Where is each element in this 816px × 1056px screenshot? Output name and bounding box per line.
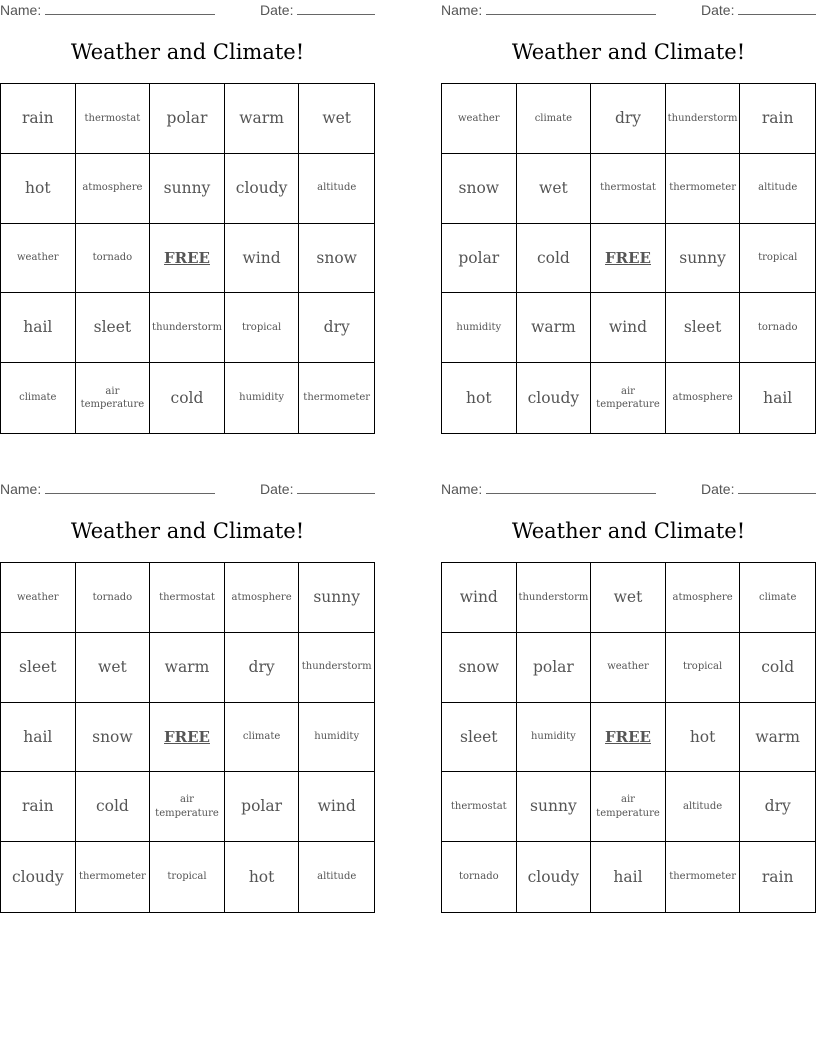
- bingo-cell[interactable]: tornado: [740, 293, 815, 363]
- date-label: Date:: [701, 481, 735, 497]
- bingo-cell[interactable]: thermostat: [150, 563, 225, 633]
- bingo-cell[interactable]: altitude: [740, 154, 815, 224]
- bingo-cell[interactable]: climate: [740, 563, 815, 633]
- bingo-grid: [0, 83, 375, 434]
- bingo-cell[interactable]: wind: [225, 224, 300, 294]
- bingo-cell[interactable]: tornado: [442, 842, 517, 912]
- bingo-cell[interactable]: snow: [442, 633, 517, 703]
- card-title: Weather and Climate!: [70, 519, 305, 543]
- bingo-cell[interactable]: sleet: [76, 293, 151, 363]
- bingo-cell[interactable]: thermometer: [76, 842, 151, 912]
- bingo-cell[interactable]: weather: [1, 224, 76, 294]
- bingo-cell[interactable]: wet: [517, 154, 592, 224]
- date-blank-line: [297, 481, 375, 494]
- card-header: [0, 2, 375, 20]
- free-space-cell[interactable]: FREE: [150, 703, 225, 773]
- bingo-cell[interactable]: atmosphere: [666, 563, 741, 633]
- bingo-cell[interactable]: thermometer: [666, 154, 741, 224]
- bingo-cell[interactable]: polar: [517, 633, 592, 703]
- bingo-cell[interactable]: warm: [740, 703, 815, 773]
- bingo-cell[interactable]: cold: [150, 363, 225, 433]
- bingo-cell[interactable]: thermometer: [303, 392, 371, 404]
- name-blank-line: [45, 481, 215, 494]
- bingo-cell[interactable]: atmosphere: [666, 363, 741, 433]
- free-space-cell[interactable]: FREE: [591, 703, 666, 773]
- bingo-cell[interactable]: wind: [591, 293, 666, 363]
- bingo-cell[interactable]: dry: [225, 633, 300, 703]
- bingo-cell[interactable]: humidity: [517, 703, 592, 773]
- name-label: Name:: [0, 2, 42, 18]
- date-label: Date:: [260, 2, 294, 18]
- bingo-cell[interactable]: altitude: [299, 154, 374, 224]
- bingo-cell[interactable]: air temperature: [591, 772, 666, 842]
- date-blank-line: [738, 481, 816, 494]
- bingo-cell[interactable]: thermometer: [666, 842, 741, 912]
- name-field[interactable]: [441, 481, 656, 497]
- date-label: Date:: [701, 2, 735, 18]
- bingo-cell[interactable]: thunderstorm: [517, 563, 592, 633]
- bingo-cell[interactable]: thunderstorm: [299, 633, 374, 703]
- bingo-cell[interactable]: warm: [150, 633, 225, 703]
- bingo-cell[interactable]: warm: [517, 293, 592, 363]
- bingo-cell[interactable]: dry: [299, 293, 374, 363]
- bingo-cell[interactable]: tornado: [76, 563, 151, 633]
- bingo-cell[interactable]: humidity: [442, 293, 517, 363]
- bingo-grid: [0, 562, 375, 913]
- date-field[interactable]: [260, 481, 375, 497]
- bingo-cell[interactable]: sunny: [150, 154, 225, 224]
- bingo-cell[interactable]: cloudy: [1, 842, 76, 912]
- bingo-cell[interactable]: polar: [150, 84, 225, 154]
- bingo-cell[interactable]: cloudy: [517, 363, 592, 433]
- bingo-cell[interactable]: hail: [763, 388, 793, 407]
- name-label: Name:: [441, 2, 483, 18]
- bingo-card-3: [0, 479, 375, 919]
- bingo-cell[interactable]: rain: [1, 84, 76, 154]
- bingo-cell[interactable]: hot: [1, 154, 76, 224]
- bingo-cell[interactable]: climate: [1, 363, 76, 433]
- name-blank-line: [486, 2, 656, 15]
- bingo-cell[interactable]: tropical: [740, 224, 815, 294]
- bingo-cell[interactable]: sleet: [1, 633, 76, 703]
- bingo-cell[interactable]: thunderstorm: [666, 84, 741, 154]
- bingo-cell[interactable]: wind: [299, 772, 374, 842]
- bingo-cell[interactable]: polar: [225, 772, 300, 842]
- bingo-cell[interactable]: humidity: [225, 363, 300, 433]
- bingo-cell[interactable]: thermostat: [76, 84, 151, 154]
- bingo-cell[interactable]: tropical: [150, 842, 225, 912]
- bingo-cell[interactable]: dry: [740, 772, 815, 842]
- bingo-grid: [441, 562, 816, 913]
- bingo-cell[interactable]: hail: [1, 703, 76, 773]
- bingo-cell[interactable]: sunny: [666, 224, 741, 294]
- bingo-card-4: [441, 479, 816, 919]
- date-blank-line: [297, 2, 375, 15]
- bingo-cell[interactable]: cold: [740, 633, 815, 703]
- free-space-cell[interactable]: FREE: [591, 224, 666, 294]
- name-label: Name:: [441, 481, 483, 497]
- bingo-cell[interactable]: humidity: [299, 703, 374, 773]
- bingo-cell[interactable]: sleet: [442, 703, 517, 773]
- name-label: Name:: [0, 481, 42, 497]
- name-blank-line: [45, 2, 215, 15]
- card-header: [441, 2, 816, 20]
- bingo-cell[interactable]: wet: [299, 84, 374, 154]
- bingo-cell[interactable]: snow: [442, 154, 517, 224]
- card-title: Weather and Climate!: [70, 40, 305, 64]
- bingo-cell[interactable]: hail: [591, 842, 666, 912]
- card-header: [0, 481, 375, 499]
- bingo-cell[interactable]: climate: [225, 703, 300, 773]
- bingo-cell[interactable]: thermostat: [591, 154, 666, 224]
- bingo-cell[interactable]: hot: [225, 842, 300, 912]
- bingo-cell[interactable]: climate: [517, 84, 592, 154]
- bingo-cell[interactable]: warm: [225, 84, 300, 154]
- bingo-cell[interactable]: altitude: [317, 871, 357, 883]
- date-field[interactable]: [701, 2, 816, 18]
- bingo-cell[interactable]: air temperature: [591, 363, 666, 433]
- bingo-cell[interactable]: atmosphere: [76, 154, 151, 224]
- bingo-cell[interactable]: air temperature: [76, 363, 151, 433]
- bingo-cell[interactable]: polar: [442, 224, 517, 294]
- name-field[interactable]: [0, 2, 215, 18]
- bingo-cell[interactable]: cloudy: [225, 154, 300, 224]
- date-blank-line: [738, 2, 816, 15]
- bingo-cell[interactable]: weather: [442, 84, 517, 154]
- bingo-cell[interactable]: tropical: [225, 293, 300, 363]
- bingo-cell[interactable]: wet: [76, 633, 151, 703]
- bingo-cell[interactable]: hot: [666, 703, 741, 773]
- bingo-cell[interactable]: atmosphere: [225, 563, 300, 633]
- bingo-cell[interactable]: rain: [761, 867, 794, 886]
- bingo-cell[interactable]: air temperature: [150, 772, 225, 842]
- name-field[interactable]: [441, 2, 656, 18]
- bingo-cell[interactable]: weather: [591, 633, 666, 703]
- bingo-cell[interactable]: cold: [517, 224, 592, 294]
- card-title: Weather and Climate!: [511, 40, 746, 64]
- bingo-card-1: [0, 0, 375, 440]
- card-header: [441, 481, 816, 499]
- bingo-card-2: [441, 0, 816, 440]
- bingo-cell[interactable]: altitude: [666, 772, 741, 842]
- bingo-cell[interactable]: rain: [1, 772, 76, 842]
- bingo-cell[interactable]: thunderstorm: [150, 293, 225, 363]
- bingo-cell[interactable]: hail: [1, 293, 76, 363]
- free-space-cell[interactable]: FREE: [150, 224, 225, 294]
- bingo-cell[interactable]: cold: [76, 772, 151, 842]
- bingo-cell[interactable]: tornado: [76, 224, 151, 294]
- bingo-grid: [441, 83, 816, 434]
- bingo-cell[interactable]: wet: [591, 563, 666, 633]
- bingo-cell[interactable]: dry: [591, 84, 666, 154]
- bingo-cell[interactable]: sleet: [666, 293, 741, 363]
- bingo-cell[interactable]: hot: [442, 363, 517, 433]
- bingo-cell[interactable]: sunny: [517, 772, 592, 842]
- bingo-cell[interactable]: tropical: [666, 633, 741, 703]
- bingo-cell[interactable]: snow: [76, 703, 151, 773]
- name-blank-line: [486, 481, 656, 494]
- bingo-cell[interactable]: cloudy: [517, 842, 592, 912]
- bingo-cell[interactable]: rain: [740, 84, 815, 154]
- bingo-cell[interactable]: sunny: [299, 563, 374, 633]
- bingo-cell[interactable]: thermostat: [442, 772, 517, 842]
- date-label: Date:: [260, 481, 294, 497]
- date-field[interactable]: [701, 481, 816, 497]
- date-field[interactable]: [260, 2, 375, 18]
- bingo-cell[interactable]: snow: [299, 224, 374, 294]
- bingo-cell[interactable]: weather: [1, 563, 76, 633]
- name-field[interactable]: [0, 481, 215, 497]
- bingo-cell[interactable]: wind: [442, 563, 517, 633]
- card-title: Weather and Climate!: [511, 519, 746, 543]
